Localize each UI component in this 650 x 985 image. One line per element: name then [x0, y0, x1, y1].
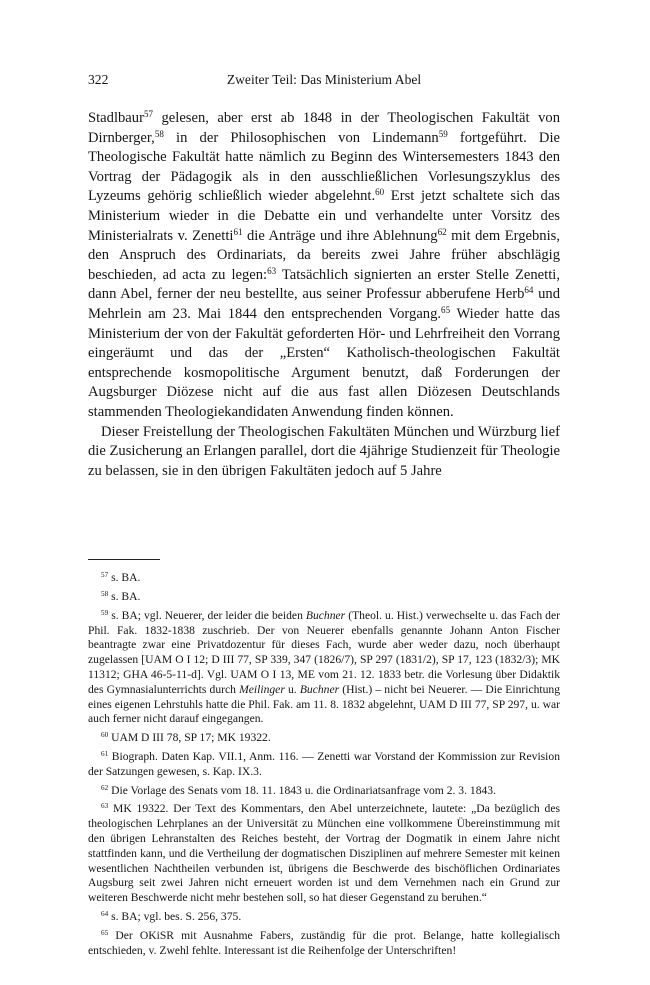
text-run: Dieser Freistellung der Theologischen Fakultäten München und Würzburg lief die Zusicherung an Erlangen parallel, dort die 4jährige Studienzeit für Theologie zu belassen, sie in den übrigen Fakultäten jedoch auf 5 Jahre: [88, 423, 560, 479]
footnote-number: 58: [101, 590, 109, 599]
body-paragraph: [88, 109, 560, 423]
page-number: 322: [88, 72, 109, 87]
footnote-text: u.: [284, 682, 300, 696]
footnote-number: 62: [101, 783, 109, 792]
footnote-59: [88, 609, 560, 727]
footnote-58: [88, 590, 560, 605]
footnote-number: 57: [101, 571, 109, 580]
italic-name: Buchner: [299, 682, 340, 696]
footnote-ref[interactable]: 63: [267, 265, 277, 276]
text-run: mit dem Ergebnis, den Anspruch des Ordinariats, da bereits zwei Jahre früher abschlägig beschieden, ad acta zu legen:: [88, 227, 560, 283]
footnote-separator: [88, 559, 160, 560]
footnote-text: Die Vorlage des Senats vom 18. 11. 1843 u. die Ordinariatsanfrage vom 2. 3. 1843.: [111, 783, 496, 797]
footnote-61: [88, 750, 560, 780]
footnote-ref[interactable]: 60: [375, 187, 385, 198]
footnote-text: s. BA; vgl. Neuerer, der leider die beiden: [111, 608, 306, 622]
text-run: Erst jetzt schaltete sich das Ministerium wieder in die Debatte ein und verhandelte unter Vorsitz des Ministerialrats v. Zenetti: [88, 188, 560, 244]
text-run: Wieder hatte das Ministerium der von der Fakultät geforderten Hör- und Lehrfreiheit den Vorrang eingeräumt und das der „Ersten“ Katholisch-theologischen Fakultät entsprechende kosmopolitische Argument benutzt, daß Forderungen der Augsburger Diözese nicht auf die aus fast allen Diözesen Deutschlands stammenden Theologiekandidaten Anwendung finden können.: [88, 305, 560, 420]
footnote-text: MK 19322. Der Text des Kommentars, den Abel unterzeichnete, lautete: „Da bezüglich des theologischen Lehrplanes an der Universität zu München eine vollkommene Übereinstimmung mit den übrigen Lehranstalten des Reiches besteht, der Vortrag der Dogmatik in einem Jahre nicht stattfinden kann, und die Vertheilung der dogmatischen Disziplinen auf mehrere Semester mit keinen wesentlichen Nachtheilen verbunden ist, übrigens die Beschwerde des bischöflichen Ordinariates Augsburg seit zwei Jahren nicht erneuert worden ist und dem Vernehmen nach ein Grund zur weiteren Beschwerde nicht mehr bestehen soll, so hat dieser Gegenstand zu beruhen.“: [88, 802, 560, 905]
italic-name: Meilinger: [239, 682, 285, 696]
footnote-number: 63: [101, 802, 109, 811]
footnote-number: 64: [101, 910, 109, 919]
footnote-text: (Theol. u. Hist.) verwechselte u. das Fach der Phil. Fak. 1832-1838 zuschrieb. Der von Neuerer ebenfalls genannte Johann Anton Fischer beantragte zwar eine Privatdozentur für dieses Fach, wurde aber weder dazu, noch überhaupt zugelassen [UAM O I 12; D III 77, SP 339, 347 (1826/7), SP 297 (1831/2), SP 17, 123 (1832/3); MK 11312; GHA 46-5-11-d]. Vgl. UAM O I 13, ME vom 21. 12. 1833 betr. die Vorlesung über Didaktik des Gymnasialunterrichts durch: [88, 608, 560, 696]
footnote-text: Der OKiSR mit Ausnahme Fabers, zuständig für die prot. Belange, hatte kollegialisch entschieden, v. Zwehl fehlte. Interessant ist die Reihenfolge der Unterschriften!: [88, 928, 561, 957]
footnote-text: s. BA.: [111, 590, 141, 604]
footnote-ref[interactable]: 64: [524, 285, 534, 296]
text-run: Tatsächlich signierten an erster Stelle Zenetti, dann Abel, ferner der neu bestellte, aus seiner Professur abberufene Herb: [88, 266, 560, 303]
footnote-65: [88, 929, 560, 959]
footnote-57: [88, 571, 560, 586]
footnote-ref[interactable]: 65: [441, 304, 451, 315]
running-title: Zweiter Teil: Das Ministerium Abel: [226, 72, 422, 87]
footnote-number: 65: [101, 928, 109, 937]
book-page: [88, 72, 560, 962]
footnote-63: [88, 802, 560, 906]
footnote-text: Biograph. Daten Kap. VII.1, Anm. 116. — Zenetti war Vorstand der Kommission zur Revision der Satzungen gewesen, s. Kap. IX.3.: [88, 750, 560, 778]
footnote-ref[interactable]: 58: [154, 128, 164, 139]
page-header: [88, 72, 560, 96]
text-run: Stadlbaur: [88, 110, 144, 126]
footnote-60: [88, 731, 560, 746]
text-run: gelesen, aber erst ab 1848 in der Theologischen Fakultät von Dirnberger,: [88, 110, 560, 146]
footnote-text: s. BA; vgl. bes. S. 256, 375.: [111, 910, 242, 924]
footnote-ref[interactable]: 62: [437, 226, 447, 237]
footnote-ref[interactable]: 57: [143, 109, 153, 120]
footnote-64: [88, 910, 560, 925]
italic-name: Buchner: [305, 608, 346, 622]
footnote-text: s. BA.: [111, 571, 141, 585]
body-paragraph: [88, 423, 560, 482]
text-run: in der Philosophischen von Lindemann: [163, 129, 439, 146]
footnote-ref[interactable]: 59: [438, 128, 448, 139]
footnotes: [88, 571, 560, 958]
footnote-ref[interactable]: 61: [233, 226, 243, 237]
footnote-text: (Hist.) – nicht bei Neuerer. — Die Einrichtung eines eigenen Lehrstuhls hatte die Phil. Fak. am 11. 8. 1832 abgelehnt, UAM D III 77, SP 297, u. war auch ferner nicht darauf eingegangen.: [88, 682, 561, 726]
footnote-62: [88, 784, 560, 799]
footnote-number: 61: [101, 750, 109, 759]
text-run: und Mehrlein am 23. Mai 1844 den entsprechenden Vorgang.: [88, 286, 560, 322]
footnote-number: 60: [101, 731, 109, 740]
footnote-text: UAM D III 78, SP 17; MK 19322.: [111, 731, 271, 745]
text-run: fortgeführt. Die Theologische Fakultät hatte nämlich zu Beginn des Wintersemesters 1843 den Vortrag der Pädagogik als in den ausschließlichen Vorlesungszyklus des Lyzeums gehörig schließlich wieder abgelehnt.: [88, 129, 560, 205]
text-run: die Anträge und ihre Ablehnung: [242, 227, 438, 244]
main-text: [88, 109, 560, 481]
footnote-number: 59: [101, 608, 109, 617]
